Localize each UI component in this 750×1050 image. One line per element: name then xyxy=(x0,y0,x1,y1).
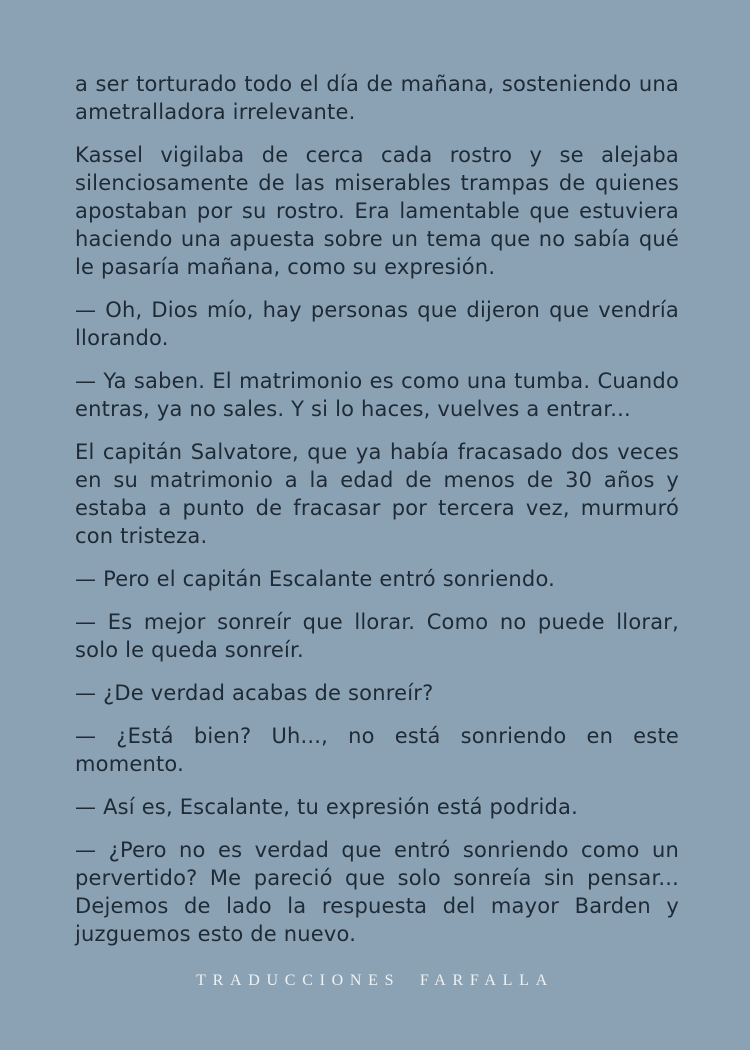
paragraph-2: Kassel vigilaba de cerca cada rostro y se alejaba silenciosamente de las miserables trampas de quienes apostaban por su rostro. Era lamentable que estuviera haciendo una apuesta sobre un tema que no sabía qué le pasaría mañana, como su expresión. xyxy=(75,143,679,279)
paragraph-7: — Es mejor sonreír que llorar. Como no puede llorar, solo le queda sonreír. xyxy=(75,610,679,662)
paragraph-10: — Así es, Escalante, tu expresión está podrida. xyxy=(75,795,578,819)
paragraph-1: a ser torturado todo el día de mañana, sosteniendo una ametralladora irrelevante. xyxy=(75,72,679,124)
paragraph-9: — ¿Está bien? Uh..., no está sonriendo en este momento. xyxy=(75,724,679,776)
paragraph-3: — Oh, Dios mío, hay personas que dijeron que vendría llorando. xyxy=(75,298,679,350)
paragraph-11: — ¿Pero no es verdad que entró sonriendo como un pervertido? Me pareció que solo sonreía sin pensar... Dejemos de lado la respuesta del mayor Barden y juzguemos esto de nuevo. xyxy=(75,838,679,946)
paragraph-6: — Pero el capitán Escalante entró sonriendo. xyxy=(75,567,556,591)
paragraph-5: El capitán Salvatore, que ya había fracasado dos veces en su matrimonio a la edad de menos de 30 años y estaba a punto de fracasar por tercera vez, murmuró con tristeza. xyxy=(75,440,679,548)
translator-watermark: TRADUCCIONES FARFALLA xyxy=(196,972,554,989)
paragraph-4: — Ya saben. El matrimonio es como una tumba. Cuando entras, ya no sales. Y si lo haces, vuelves a entrar... xyxy=(75,369,679,421)
paragraph-8: — ¿De verdad acabas de sonreír? xyxy=(75,681,434,705)
page-text xyxy=(75,70,679,963)
